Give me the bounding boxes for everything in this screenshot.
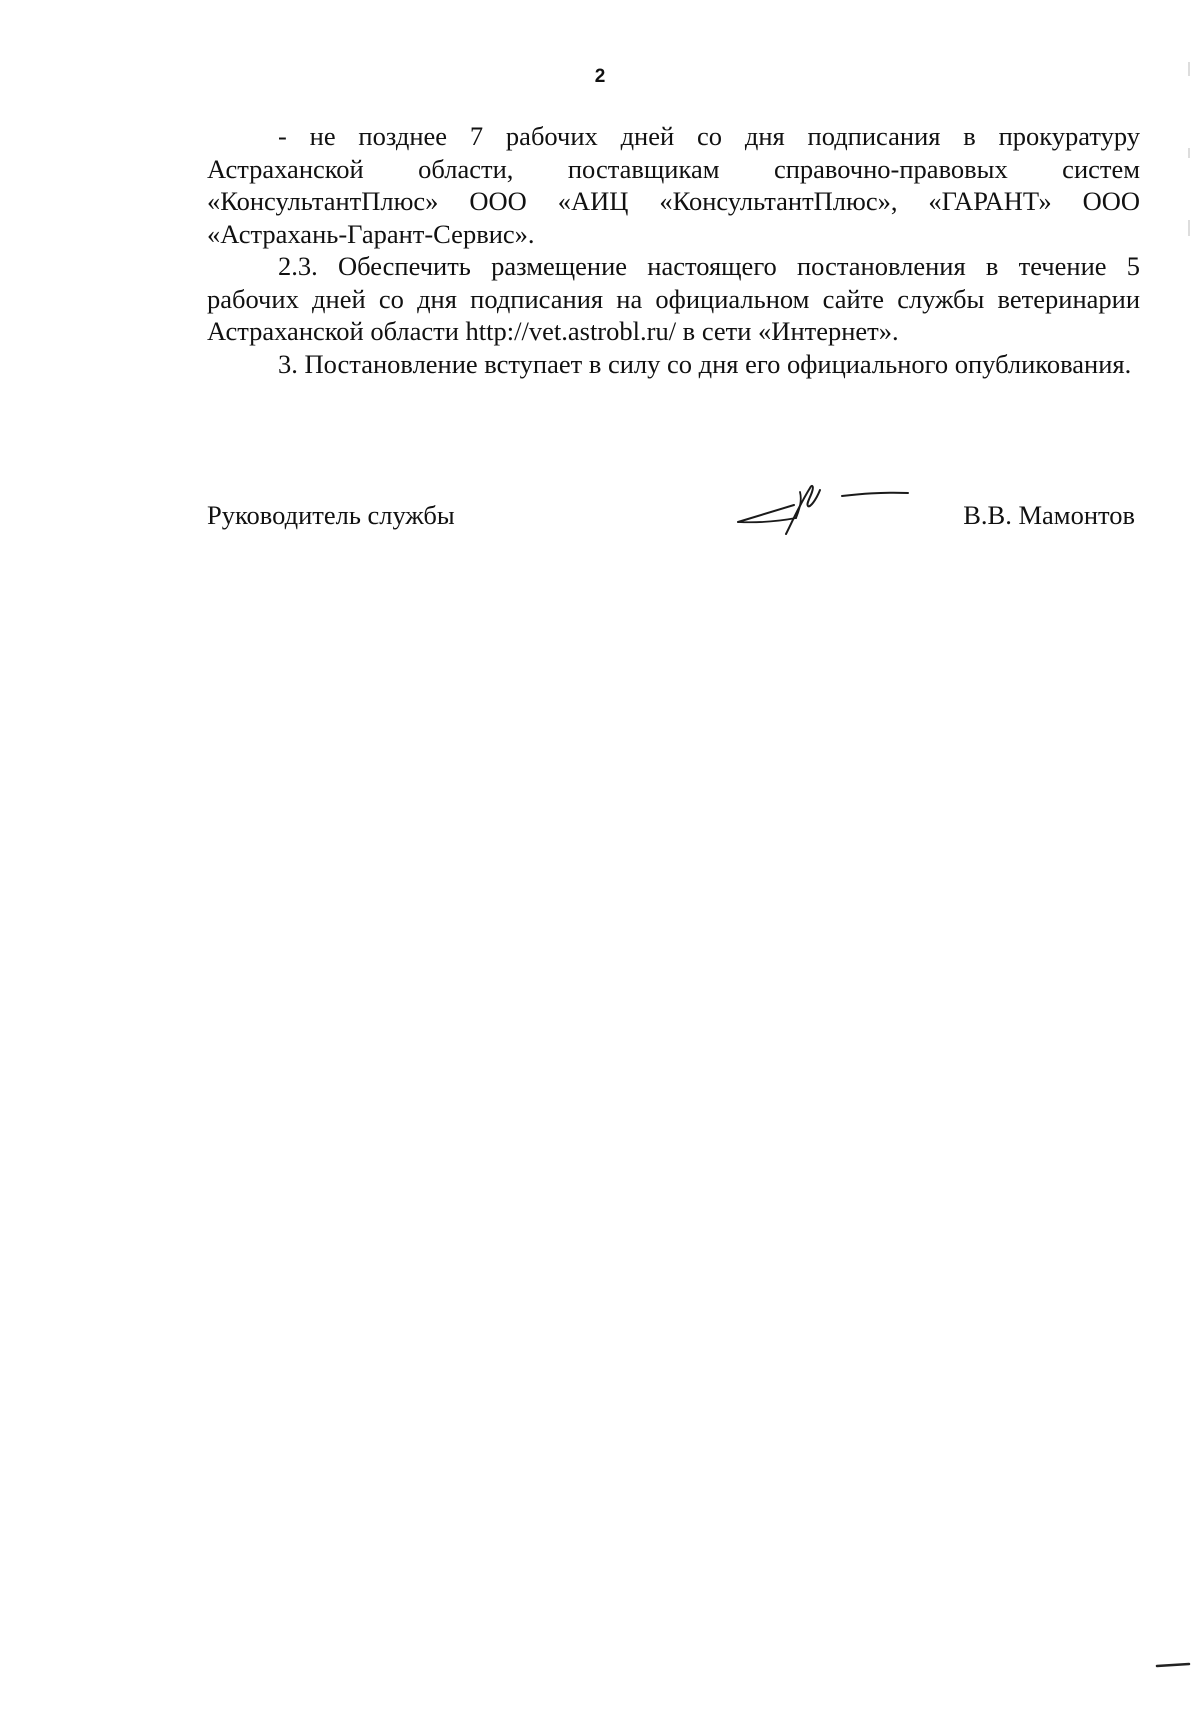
page-number: 2 bbox=[594, 66, 606, 87]
signature-block bbox=[207, 500, 1135, 550]
handwritten-signature bbox=[730, 478, 930, 538]
paragraph-2-3: 2.3. Обеспечить размещение настоящего постановления в течение 5 рабочих дней со дня подписания на официальном сайте службы ветеринарии Астраханской области http://vet.astrobl.ru/ в сети «Интернет». bbox=[207, 251, 1140, 346]
signatory-name: В.В. Мамонтов bbox=[963, 500, 1135, 530]
document-body bbox=[207, 120, 1140, 380]
scan-edge-tick bbox=[1186, 60, 1192, 240]
paragraph-3: 3. Постановление вступает в силу со дня его официального опубликования. bbox=[278, 348, 1132, 379]
signatory-position: Руководитель службы bbox=[207, 500, 455, 530]
scan-edge-mark bbox=[1155, 1660, 1191, 1670]
paragraph-deadline: - не позднее 7 рабочих дней со дня подписания в прокуратуру Астраханской области, поставщикам справочно-правовых систем «КонсультантПлюс» ООО «АИЦ «КонсультантПлюс», «ГАРАНТ» ООО «Астрахань-Гарант-Сервис». bbox=[207, 121, 1140, 249]
